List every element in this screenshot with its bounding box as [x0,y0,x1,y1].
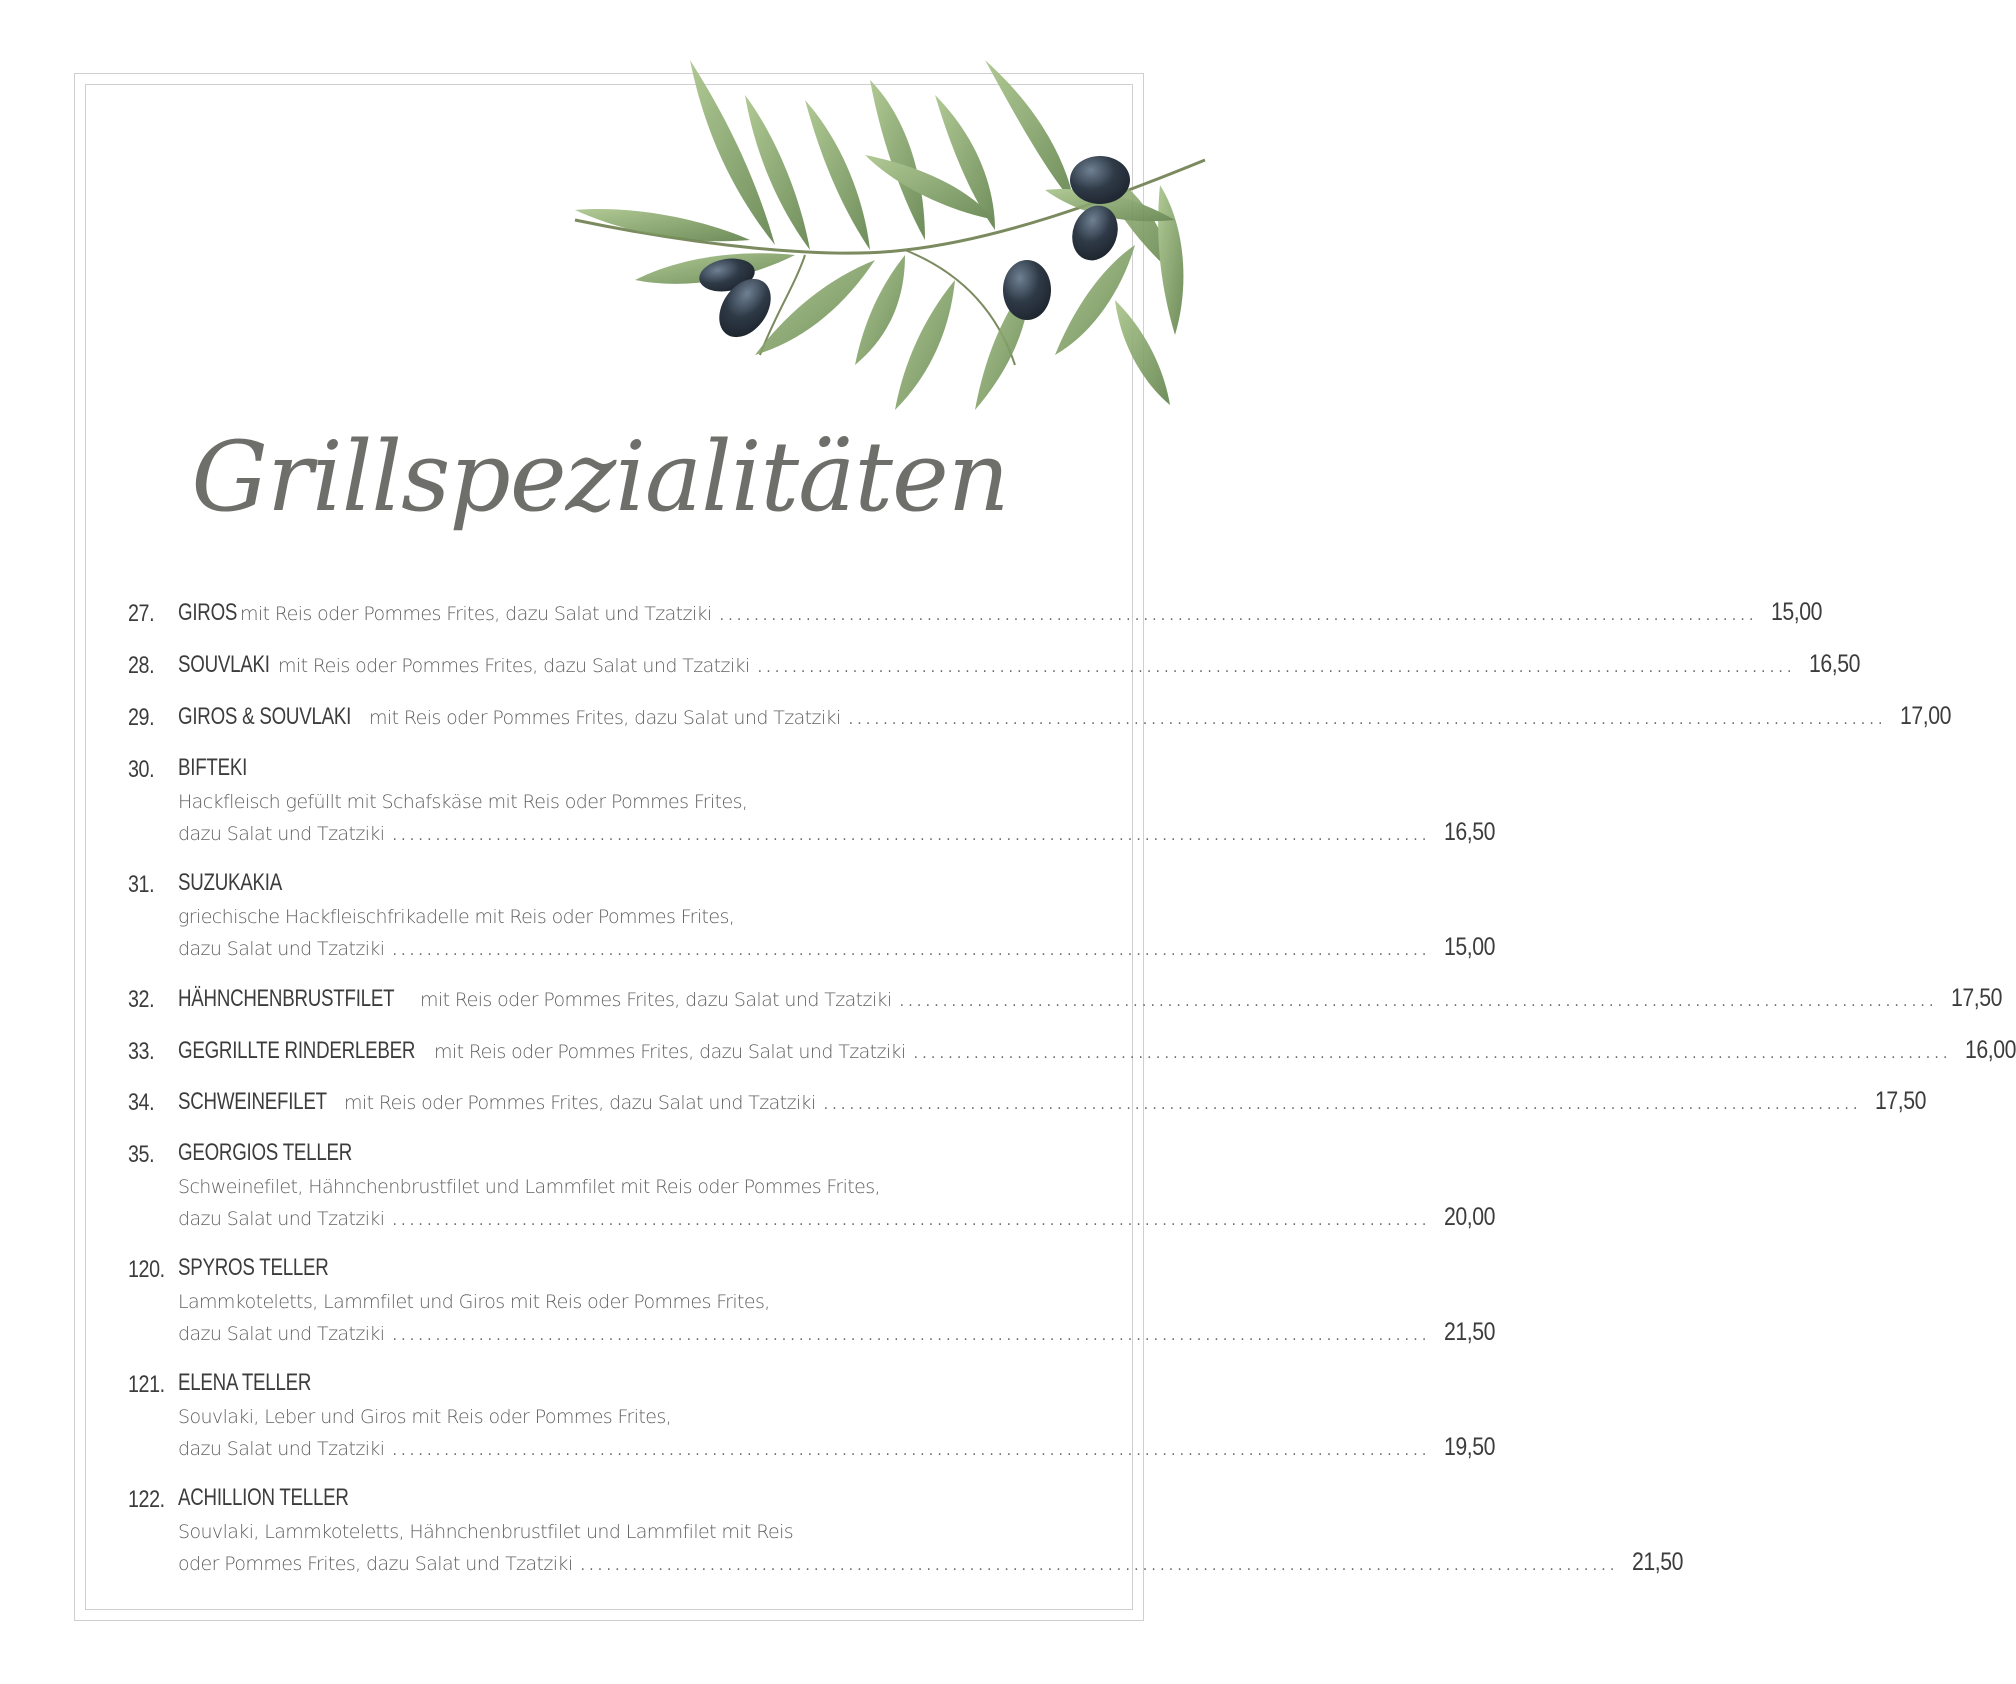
item-name: HÄHNCHENBRUSTFILET [178,985,395,1012]
leader-dots: ........................................................................................................................ [848,712,1887,728]
item-number: 122. [128,1486,165,1513]
item-description: mit Reis oder Pommes Frites, dazu Salat und Tzatziki [434,1041,906,1063]
item-description: Souvlaki, Lammkoteletts, Hähnchenbrustfilet und Lammfilet mit Reis [178,1521,794,1543]
item-description: mit Reis oder Pommes Frites, dazu Salat und Tzatziki [344,1092,816,1114]
menu-item [128,1036,2016,1068]
item-price: 16,50 [1808,650,1860,678]
item-description: griechische Hackfleischfrikadelle mit Reis oder Pommes Frites, [178,906,735,928]
item-description: Hackfleisch gefüllt mit Schafskäse mit Reis oder Pommes Frites, [178,791,748,813]
item-description: dazu Salat und Tzatziki [178,823,385,845]
item-number: 28. [128,652,155,679]
item-name: SOUVLAKI [178,651,270,678]
leader-dots: ........................................................................................................................ [580,1558,1619,1574]
item-name: ACHILLION TELLER [178,1484,349,1511]
item-name: SCHWEINEFILET [178,1088,327,1115]
leader-dots: ........................................................................................................................ [757,660,1796,676]
item-number: 32. [128,986,155,1013]
leader-dots: ........................................................................................................................ [823,1097,1862,1113]
item-name: GEGRILLTE RINDERLEBER [178,1037,416,1064]
menu-item [128,598,1822,630]
item-price: 15,00 [1443,933,1495,961]
item-number: 27. [128,600,155,627]
item-number: 30. [128,756,155,783]
item-name: GEORGIOS TELLER [178,1139,353,1166]
item-price: 16,00 [1964,1036,2016,1064]
item-name: GIROS & SOUVLAKI [178,703,352,730]
menu-item [128,702,1951,734]
item-description: mit Reis oder Pommes Frites, dazu Salat und Tzatziki [420,989,892,1011]
item-price: 15,00 [1770,598,1822,626]
menu-item [128,1087,1926,1119]
item-description: Lammkoteletts, Lammfilet und Giros mit Reis oder Pommes Frites, [178,1291,770,1313]
menu-item [128,650,1860,682]
leader-dots: ........................................................................................................................ [392,828,1431,844]
item-description: mit Reis oder Pommes Frites, dazu Salat und Tzatziki [278,655,750,677]
item-number: 35. [128,1141,155,1168]
menu-item [128,869,1495,965]
item-price: 19,50 [1443,1433,1495,1461]
item-description: dazu Salat und Tzatziki [178,938,385,960]
leader-dots: ........................................................................................................................ [392,1328,1431,1344]
item-name: GIROS [178,599,238,626]
item-description: dazu Salat und Tzatziki [178,1438,385,1460]
item-number: 34. [128,1089,155,1116]
item-name: BIFTEKI [178,754,248,781]
menu-item [128,1484,1683,1580]
menu-item [128,1369,1495,1465]
item-price: 21,50 [1443,1318,1495,1346]
item-price: 17,00 [1899,702,1951,730]
item-name: SUZUKAKIA [178,869,283,896]
leader-dots: ........................................................................................................................ [392,1213,1431,1229]
item-price: 20,00 [1443,1203,1495,1231]
item-description: oder Pommes Frites, dazu Salat und Tzatziki [178,1553,573,1575]
item-number: 121. [128,1371,165,1398]
item-description: mit Reis oder Pommes Frites, dazu Salat und Tzatziki [369,707,841,729]
item-number: 31. [128,871,155,898]
menu-item [128,1139,1495,1235]
page-title: Grillspezialitäten [191,421,1009,533]
item-description: Schweinefilet, Hähnchenbrustfilet und Lammfilet mit Reis oder Pommes Frites, [178,1176,880,1198]
item-description: dazu Salat und Tzatziki [178,1208,385,1230]
item-number: 120. [128,1256,165,1283]
item-number: 33. [128,1038,155,1065]
leader-dots: ........................................................................................................................ [899,994,1938,1010]
menu-item [128,1254,1495,1350]
item-name: ELENA TELLER [178,1369,312,1396]
leader-dots: ........................................................................................................................ [392,1443,1431,1459]
item-name: SPYROS TELLER [178,1254,329,1281]
item-description: mit Reis oder Pommes Frites, dazu Salat und Tzatziki [240,603,712,625]
item-price: 17,50 [1874,1087,1926,1115]
menu-item [128,754,1495,850]
leader-dots: ........................................................................................................................ [913,1046,1952,1062]
item-price: 17,50 [1950,984,2002,1012]
item-price: 21,50 [1631,1548,1683,1576]
menu-item [128,984,2002,1016]
leader-dots: ........................................................................................................................ [392,943,1431,959]
item-description: Souvlaki, Leber und Giros mit Reis oder Pommes Frites, [178,1406,672,1428]
item-number: 29. [128,704,155,731]
leader-dots: ........................................................................................................................ [719,608,1758,624]
item-description: dazu Salat und Tzatziki [178,1323,385,1345]
item-price: 16,50 [1443,818,1495,846]
